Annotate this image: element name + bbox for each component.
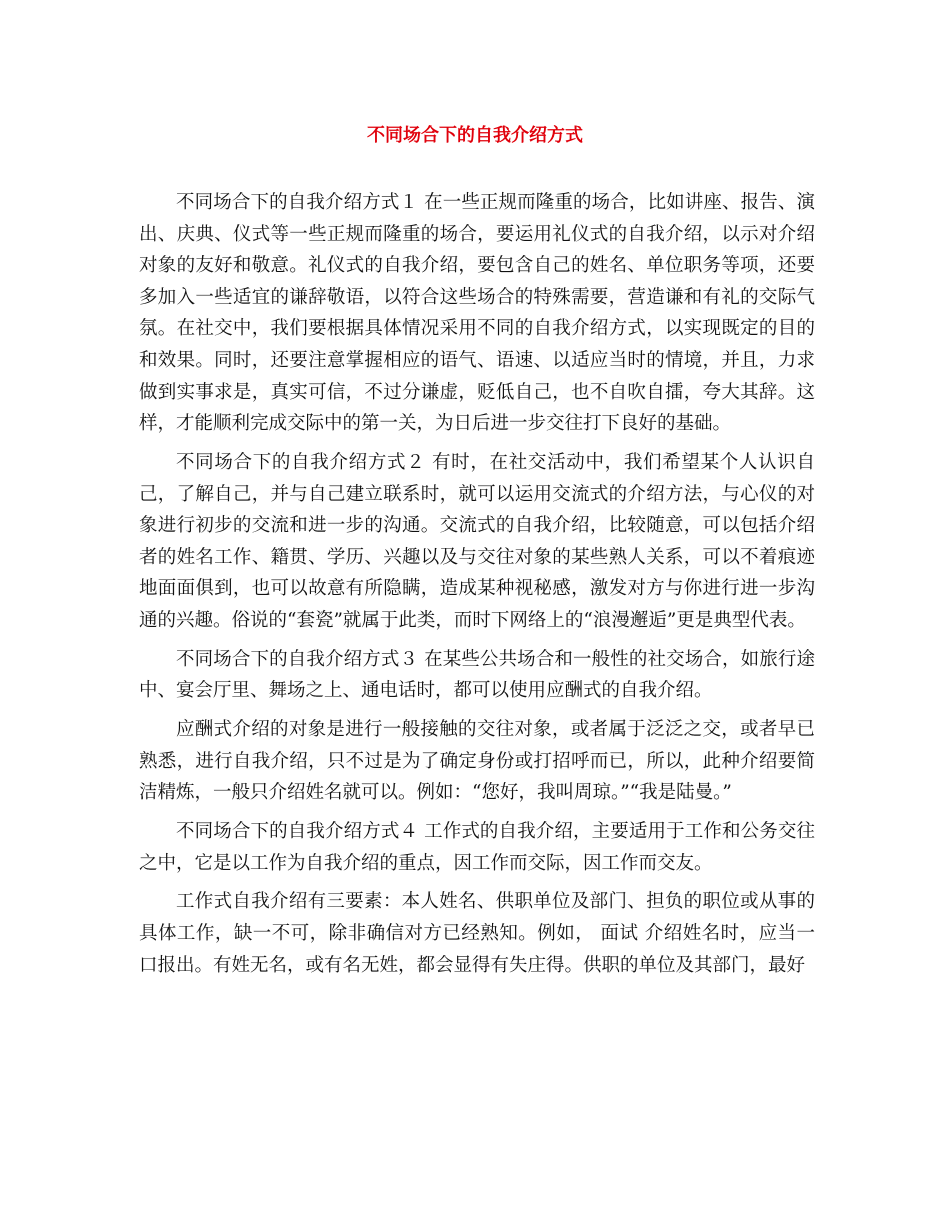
paragraph-3: 不同场合下的自我介绍方式３ 在某些公共场合和一般性的社交场合，如旅行途中、宴会厅里、舞场之上、通电话时，都可以使用应酬式的自我介绍。: [139, 648, 815, 702]
paragraph-1: 不同场合下的自我介绍方式１ 在一些正规而隆重的场合，比如讲座、报告、演出、庆典、仪式等一些正规而隆重的场合，要运用礼仪式的自我介绍，以示对介绍对象的友好和敬意。礼仪式的自我介绍，要包含自己的姓名、单位职务等项，还要多加入一些适宜的谦辞敬语，以符合这些场合的特殊需要，营造谦和有礼的交际气氛。在社交中，我们要根据具体情况采用不同的自我介绍方式，以实现既定的目的和效果。同时，还要注意掌握相应的语气、语速、以适应当时的情境，并且，力求做到实事求是，真实可信，不过分谦虚，贬低自己，也不自吹自擂，夸大其辞。这样，才能顺利完成交际中的第一关，为日后进一步交往打下良好的基础。: [139, 192, 815, 435]
document-title: 不同场合下的自我介绍方式: [367, 125, 583, 146]
paragraph-5: 不同场合下的自我介绍方式４ 工作式的自我介绍，主要适用于工作和公务交往之中，它是以工作为自我介绍的重点，因工作而交际，因工作而交友。: [139, 821, 815, 874]
paragraph-2: 不同场合下的自我介绍方式２ 有时，在社交活动中，我们希望某个人认识自己，了解自己，并与自己建立联系时，就可以运用交流式的介绍方法，与心仪的对象进行初步的交流和进一步的沟通。交流式的自我介绍，比较随意，可以包括介绍者的姓名工作、籍贯、学历、兴趣以及与交往对象的某些熟人关系，可以不着痕迹地面面俱到，也可以故意有所隐瞒，造成某种视秘感，激发对方与你进行进一步沟通的兴趣。俗说的“套瓷”就属于此类，而时下网络上的“浪漫邂逅”更是典型代表。: [139, 451, 815, 631]
paragraph-6: 工作式自我介绍有三要素：本人姓名、供职单位及部门、担负的职位或从事的具体工作，缺一不可，除非确信对方已经熟知。例如， 面试 介绍姓名时，应当一口报出。有姓无名，或有名无姓，都会显得有失庄得。供职的单位及其部门，最好: [139, 891, 815, 976]
document-body: [139, 187, 815, 988]
paragraph-4: 应酬式介绍的对象是进行一般接触的交往对象，或者属于泛泛之交，或者早已熟悉，进行自我介绍，只不过是为了确定身份或打招呼而已，所以，此种介绍要简洁精炼，一般只介绍姓名就可以。例如：“您好，我叫周琼。”“我是陆曼。”: [139, 719, 815, 804]
